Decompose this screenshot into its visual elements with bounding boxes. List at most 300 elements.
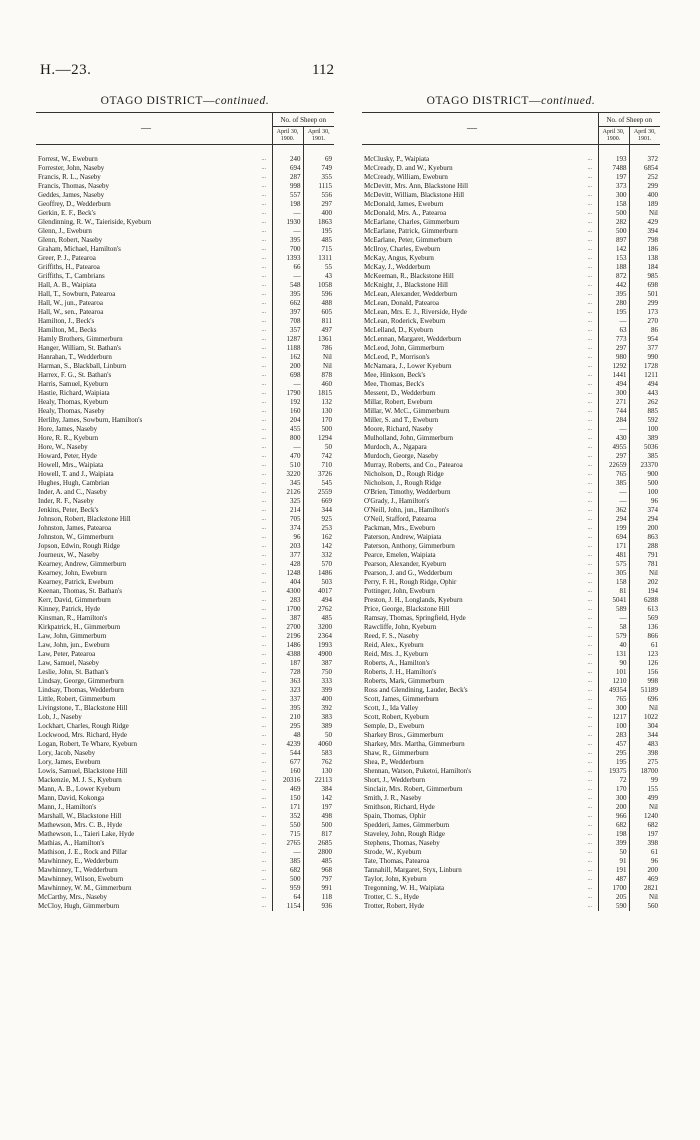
owner-name: Hall, W., sen., Patearoa: [38, 308, 104, 316]
leader-dots: ...: [261, 228, 266, 234]
owner-name: Little, Robert, Gimmerburn: [38, 695, 116, 703]
leader-dots: ...: [261, 462, 266, 468]
sheep-1900: 200: [598, 803, 629, 812]
sheep-1900: 590: [598, 902, 629, 911]
leader-dots: ...: [587, 318, 592, 324]
sheep-1901: 130: [303, 407, 334, 416]
sheep-1900: 58: [598, 623, 629, 632]
table-row: [362, 272, 660, 281]
table-row: [36, 551, 334, 560]
owner-name: Perry, F. H., Rough Ridge, Ophir: [364, 578, 457, 586]
table-row: [36, 857, 334, 866]
sheep-1901: 262: [629, 398, 660, 407]
owner-column-header: —: [362, 113, 582, 145]
leader-dots: ...: [261, 705, 266, 711]
table-row: [362, 614, 660, 623]
sheep-1901: 372: [629, 145, 660, 165]
leader-dots: ...: [587, 228, 592, 234]
table-row: [36, 362, 334, 371]
sheep-1900: 469: [272, 785, 303, 794]
table-row: [36, 353, 334, 362]
sheep-1901: 696: [629, 695, 660, 704]
leader-dots: ...: [261, 435, 266, 441]
leader-dots: ...: [587, 534, 592, 540]
sheep-1900: 199: [598, 524, 629, 533]
leader-dots: ...: [587, 444, 592, 450]
sheep-1901: 3726: [303, 470, 334, 479]
sheep-1900: 295: [272, 722, 303, 731]
leader-dots: ...: [261, 579, 266, 585]
leader-dots: ...: [261, 507, 266, 513]
table-row: [362, 875, 660, 884]
leader-dots: ...: [261, 894, 266, 900]
leader-dots: ...: [587, 588, 592, 594]
sheep-1900: 708: [272, 317, 303, 326]
sheep-1900: 4300: [272, 587, 303, 596]
sheep-1900: 1441: [598, 371, 629, 380]
table-row: [36, 722, 334, 731]
owner-name: McCready, William, Eweburn: [364, 173, 448, 181]
sheep-1900: 158: [598, 578, 629, 587]
sheep-1900: 1292: [598, 362, 629, 371]
leader-dots: ...: [587, 660, 592, 666]
owner-name: Millar, W. McC., Gimmerburn: [364, 407, 450, 415]
owner-name: Inder, A. and C., Naseby: [38, 488, 107, 496]
leader-dots: ...: [587, 345, 592, 351]
owner-name: Pearson, Alexander, Kyeburn: [364, 560, 447, 568]
table-row: [362, 767, 660, 776]
sheep-1901: 377: [629, 344, 660, 353]
leader-dots: ...: [587, 156, 592, 162]
sheep-1901: 156: [629, 668, 660, 677]
table-row: [362, 677, 660, 686]
table-row: [362, 434, 660, 443]
table-row: [36, 605, 334, 614]
district-suffix: continued.: [215, 95, 270, 107]
leader-dots: ...: [587, 696, 592, 702]
owner-name: McDevitt, Mrs. Ann, Blackstone Hill: [364, 182, 469, 190]
sheep-1900: 1930: [272, 218, 303, 227]
leader-dots: ...: [261, 723, 266, 729]
sheep-1900: 1248: [272, 569, 303, 578]
table-row: [36, 254, 334, 263]
owner-name: Taylor, John, Kyeburn: [364, 875, 427, 883]
leader-dots: ...: [587, 291, 592, 297]
table-row: [362, 245, 660, 254]
table-row: [362, 731, 660, 740]
owner-name: Reid, Alex., Kyeburn: [364, 641, 424, 649]
sheep-1900: 171: [272, 803, 303, 812]
owner-name: Price, George, Blackstone Hill: [364, 605, 450, 613]
leader-dots: ...: [587, 516, 592, 522]
right-column: [362, 92, 660, 911]
owner-name: Shea, P., Wedderburn: [364, 758, 424, 766]
sheep-1901: 162: [303, 533, 334, 542]
owner-name: Murdoch, A., Ngapara: [364, 443, 427, 451]
sheep-1901: 485: [303, 236, 334, 245]
sheep-1901: 1022: [629, 713, 660, 722]
sheep-1901: 61: [629, 848, 660, 857]
sheep-1900: 280: [598, 299, 629, 308]
leader-dots: ...: [587, 489, 592, 495]
table-row: [362, 686, 660, 695]
owner-name: Hughes, Hugh, Cambrian: [38, 479, 110, 487]
spacer-header: [256, 113, 272, 145]
leader-dots: ...: [261, 615, 266, 621]
leader-dots: ...: [587, 219, 592, 225]
owner-name: McCloy, Hugh, Gimmerburn: [38, 902, 120, 910]
sheep-1900: 872: [598, 272, 629, 281]
owner-name: Hore, R. R., Kyeburn: [38, 434, 99, 442]
owner-name: Law, John, Gimmerburn: [38, 632, 107, 640]
leader-dots: ...: [261, 471, 266, 477]
sheep-1900: 715: [272, 830, 303, 839]
table-row: [36, 677, 334, 686]
sheep-1901: 485: [303, 614, 334, 623]
sheep-1901: 355: [303, 173, 334, 182]
leader-dots: ...: [261, 885, 266, 891]
table-row: [362, 344, 660, 353]
owner-name: Mee, Thomas, Beck's: [364, 380, 425, 388]
sheep-1900: 428: [272, 560, 303, 569]
table-row: [362, 551, 660, 560]
sheep-table-left: [36, 112, 334, 911]
april-1901-header: April 30, 1901.: [629, 127, 660, 145]
sheep-1900: 487: [598, 875, 629, 884]
table-row: [36, 506, 334, 515]
owner-name: Law, Peter, Patearoa: [38, 650, 96, 658]
owner-name: Forrest, W., Eweburn: [38, 155, 98, 163]
sheep-1901: 2685: [303, 839, 334, 848]
sheep-1901: 18700: [629, 767, 660, 776]
owner-name: McLeod, John, Gimmerburn: [364, 344, 445, 352]
leader-dots: ...: [261, 741, 266, 747]
sheep-1900: —: [598, 425, 629, 434]
sheep-1901: 155: [629, 785, 660, 794]
sheep-1900: 1790: [272, 389, 303, 398]
district-suffix: continued.: [541, 95, 596, 107]
sheep-1900: 1287: [272, 335, 303, 344]
sheep-1901: 669: [303, 497, 334, 506]
sheep-1900: 90: [598, 659, 629, 668]
sheep-1901: 878: [303, 371, 334, 380]
sheep-1901: 485: [303, 857, 334, 866]
table-row: [36, 704, 334, 713]
sheep-1901: 500: [303, 821, 334, 830]
leader-dots: ...: [261, 183, 266, 189]
sheep-1901: 556: [303, 191, 334, 200]
sheep-1900: 494: [598, 380, 629, 389]
leader-dots: ...: [261, 651, 266, 657]
sheep-1901: 170: [303, 416, 334, 425]
owner-name: McLean, Mrs. E. J., Riverside, Hyde: [364, 308, 467, 316]
owner-name: Preston, J. H., Longlands, Kyeburn: [364, 596, 463, 604]
sheep-1900: 362: [598, 506, 629, 515]
owner-name: Herlihy, James, Sowburn, Hamilton's: [38, 416, 143, 424]
leader-dots: ...: [587, 903, 592, 909]
sheep-1901: 1294: [303, 434, 334, 443]
leader-dots: ...: [587, 363, 592, 369]
table-row: [36, 497, 334, 506]
sheep-1901: 385: [629, 452, 660, 461]
sheep-1900: 500: [598, 227, 629, 236]
leader-dots: ...: [261, 516, 266, 522]
leader-dots: ...: [261, 642, 266, 648]
table-row: [36, 326, 334, 335]
sheep-1900: —: [598, 497, 629, 506]
leader-dots: ...: [261, 192, 266, 198]
sheep-1900: 800: [272, 434, 303, 443]
table-row: [36, 209, 334, 218]
leader-dots: ...: [587, 264, 592, 270]
sheep-count-group-header: No. of Sheep on: [272, 113, 334, 127]
leader-dots: ...: [261, 867, 266, 873]
owner-name: Healy, Thomas, Naseby: [38, 407, 105, 415]
owner-name: Johnston, W., Gimmerburn: [38, 533, 114, 541]
owner-name: Nicholson, D., Rough Ridge: [364, 470, 444, 478]
table-row: [36, 659, 334, 668]
table-row: [362, 308, 660, 317]
sheep-1901: 197: [629, 830, 660, 839]
owner-name: Miller, S. and T., Eweburn: [364, 416, 439, 424]
table-row: [36, 335, 334, 344]
sheep-1901: 742: [303, 452, 334, 461]
leader-dots: ...: [261, 858, 266, 864]
owner-name: Staveley, John, Rough Ridge: [364, 830, 446, 838]
sheep-1901: 998: [629, 677, 660, 686]
sheep-1901: 51189: [629, 686, 660, 695]
sheep-1900: 550: [272, 821, 303, 830]
leader-dots: ...: [261, 300, 266, 306]
sheep-1901: 596: [303, 290, 334, 299]
owner-name: Messent, D., Wedderburn: [364, 389, 436, 397]
owner-name: Spedderi, James, Gimmerburn: [364, 821, 450, 829]
leader-dots: ...: [261, 804, 266, 810]
owner-name: McIlroy, Charles, Eweburn: [364, 245, 441, 253]
sheep-1900: 282: [598, 218, 629, 227]
sheep-1901: Nil: [303, 362, 334, 371]
table-row: [362, 353, 660, 362]
leader-dots: ...: [261, 399, 266, 405]
leader-dots: ...: [261, 534, 266, 540]
sheep-1901: 299: [629, 182, 660, 191]
owner-name: Moore, Richard, Naseby: [364, 425, 433, 433]
sheep-1901: 200: [629, 524, 660, 533]
table-row: [362, 479, 660, 488]
table-row: [362, 740, 660, 749]
owner-name: Pearson, J. and G., Wedderburn: [364, 569, 453, 577]
sheep-1901: 3200: [303, 623, 334, 632]
table-row: [362, 560, 660, 569]
owner-name: McKay, J., Wedderburn: [364, 263, 431, 271]
leader-dots: ...: [261, 417, 266, 423]
leader-dots: ...: [587, 813, 592, 819]
sheep-1900: 357: [272, 326, 303, 335]
leader-dots: ...: [587, 876, 592, 882]
leader-dots: ...: [587, 885, 592, 891]
sheep-1900: 662: [272, 299, 303, 308]
leader-dots: ...: [587, 498, 592, 504]
leader-dots: ...: [587, 480, 592, 486]
leader-dots: ...: [261, 174, 266, 180]
owner-name: Kirkpatrick, H., Gimmerburn: [38, 623, 121, 631]
table-row: [36, 470, 334, 479]
sheep-1901: 61: [629, 641, 660, 650]
sheep-1900: 271: [598, 398, 629, 407]
table-row: [36, 173, 334, 182]
sheep-1900: 387: [272, 614, 303, 623]
table-row: [362, 758, 660, 767]
sheep-1900: 40: [598, 641, 629, 650]
sheep-1901: 545: [303, 479, 334, 488]
table-row: [36, 614, 334, 623]
table-row: [36, 488, 334, 497]
sheep-1900: 195: [598, 758, 629, 767]
sheep-1900: —: [272, 848, 303, 857]
table-row: [362, 893, 660, 902]
leader-dots: ...: [261, 354, 266, 360]
sheep-1900: 170: [598, 785, 629, 794]
owner-name: Kearney, John, Eweburn: [38, 569, 107, 577]
sheep-1901: 6288: [629, 596, 660, 605]
table-row: [36, 542, 334, 551]
district-title: [362, 92, 660, 112]
sheep-1900: 191: [598, 866, 629, 875]
sheep-1900: 283: [272, 596, 303, 605]
table-row: [36, 830, 334, 839]
owner-name: Reid, Mrs. J., Kyeburn: [364, 650, 428, 658]
owner-name: Howard, Peter, Hyde: [38, 452, 97, 460]
owner-name: Mackenzie, M. J. S., Kyeburn: [38, 776, 122, 784]
sheep-1900: 966: [598, 812, 629, 821]
owner-name: Hore, James, Naseby: [38, 425, 98, 433]
table-row: [36, 299, 334, 308]
leader-dots: ...: [261, 282, 266, 288]
sheep-1900: 744: [598, 407, 629, 416]
leader-dots: ...: [587, 615, 592, 621]
leader-dots: ...: [261, 156, 266, 162]
april-1900-header: April 30, 1900.: [598, 127, 629, 145]
sheep-1901: 2821: [629, 884, 660, 893]
sheep-1900: 457: [598, 740, 629, 749]
table-row: [362, 659, 660, 668]
district-name: OTAGO DISTRICT—: [426, 95, 542, 107]
sheep-1901: 389: [303, 722, 334, 731]
sheep-1901: 985: [629, 272, 660, 281]
sheep-1900: 404: [272, 578, 303, 587]
leader-dots: ...: [261, 480, 266, 486]
sheep-1901: Nil: [629, 569, 660, 578]
sheep-1901: 22113: [303, 776, 334, 785]
owner-name: Leslie, John, St. Bathan's: [38, 668, 109, 676]
leader-dots: ...: [261, 750, 266, 756]
sheep-1900: 500: [598, 209, 629, 218]
sheep-1901: 118: [303, 893, 334, 902]
table-row: [362, 668, 660, 677]
sheep-1901: 392: [303, 704, 334, 713]
table-row: [362, 281, 660, 290]
sheep-1900: 442: [598, 281, 629, 290]
table-row: [36, 281, 334, 290]
owner-name: Mathison, J. E., Rock and Pillar: [38, 848, 128, 856]
leader-dots: ...: [587, 732, 592, 738]
sheep-1900: 294: [598, 515, 629, 524]
owner-name: McLean, Roderick, Eweburn: [364, 317, 446, 325]
sheep-1900: 765: [598, 695, 629, 704]
sheep-1900: —: [598, 317, 629, 326]
sheep-1900: 200: [272, 362, 303, 371]
table-row: [36, 875, 334, 884]
leader-dots: ...: [587, 759, 592, 765]
sheep-1901: 100: [629, 488, 660, 497]
sheep-1900: 4955: [598, 443, 629, 452]
table-row: [36, 164, 334, 173]
owner-name: Hamly Brothers, Gimmerburn: [38, 335, 123, 343]
sheep-1900: 195: [598, 308, 629, 317]
sheep-1901: 1486: [303, 569, 334, 578]
table-row: [362, 452, 660, 461]
owner-name: Scott, J., Ida Valley: [364, 704, 419, 712]
leader-dots: ...: [587, 417, 592, 423]
owner-column-header: —: [36, 113, 256, 145]
leader-dots: ...: [587, 831, 592, 837]
sheep-1900: 300: [598, 191, 629, 200]
leader-dots: ...: [261, 444, 266, 450]
sheep-1900: 698: [272, 371, 303, 380]
owner-name: McKay, Angus, Kyeburn: [364, 254, 434, 262]
sheep-1900: 198: [598, 830, 629, 839]
owner-name: Strode, W., Kyeburn: [364, 848, 422, 856]
table-row: [36, 668, 334, 677]
leader-dots: ...: [261, 597, 266, 603]
owner-name: Healy, Thomas, Kyeburn: [38, 398, 109, 406]
owner-name: Hall, A. B., Waipiata: [38, 281, 97, 289]
leader-dots: ...: [587, 507, 592, 513]
leader-dots: ...: [587, 669, 592, 675]
sheep-1900: 363: [272, 677, 303, 686]
owner-name: Paterson, Andrew, Waipiata: [364, 533, 442, 541]
owner-name: McCarthy, Mrs., Naseby: [38, 893, 107, 901]
sheep-1901: 498: [303, 812, 334, 821]
owner-name: Jopson, Edwin, Rough Ridge: [38, 542, 120, 550]
sheep-1901: Nil: [629, 209, 660, 218]
sheep-1901: 613: [629, 605, 660, 614]
sheep-1901: 200: [629, 866, 660, 875]
leader-dots: ...: [261, 831, 266, 837]
sheep-1901: 202: [629, 578, 660, 587]
table-row: [36, 740, 334, 749]
leader-dots: ...: [587, 543, 592, 549]
sheep-1901: 863: [629, 533, 660, 542]
sheep-1901: 43: [303, 272, 334, 281]
leader-dots: ...: [587, 741, 592, 747]
table-row: [362, 506, 660, 515]
sheep-1900: 22659: [598, 461, 629, 470]
table-row: [362, 884, 660, 893]
sheep-1901: 483: [629, 740, 660, 749]
sheep-1901: 333: [303, 677, 334, 686]
table-row: [36, 452, 334, 461]
sheep-1901: 184: [629, 263, 660, 272]
sheep-1901: 5036: [629, 443, 660, 452]
leader-dots: ...: [587, 426, 592, 432]
owner-name: Pottinger, John, Eweburn: [364, 587, 435, 595]
table-row: [36, 434, 334, 443]
sheep-1900: 63: [598, 326, 629, 335]
sheep-1900: 204: [272, 416, 303, 425]
table-row: [36, 839, 334, 848]
leader-dots: ...: [261, 201, 266, 207]
